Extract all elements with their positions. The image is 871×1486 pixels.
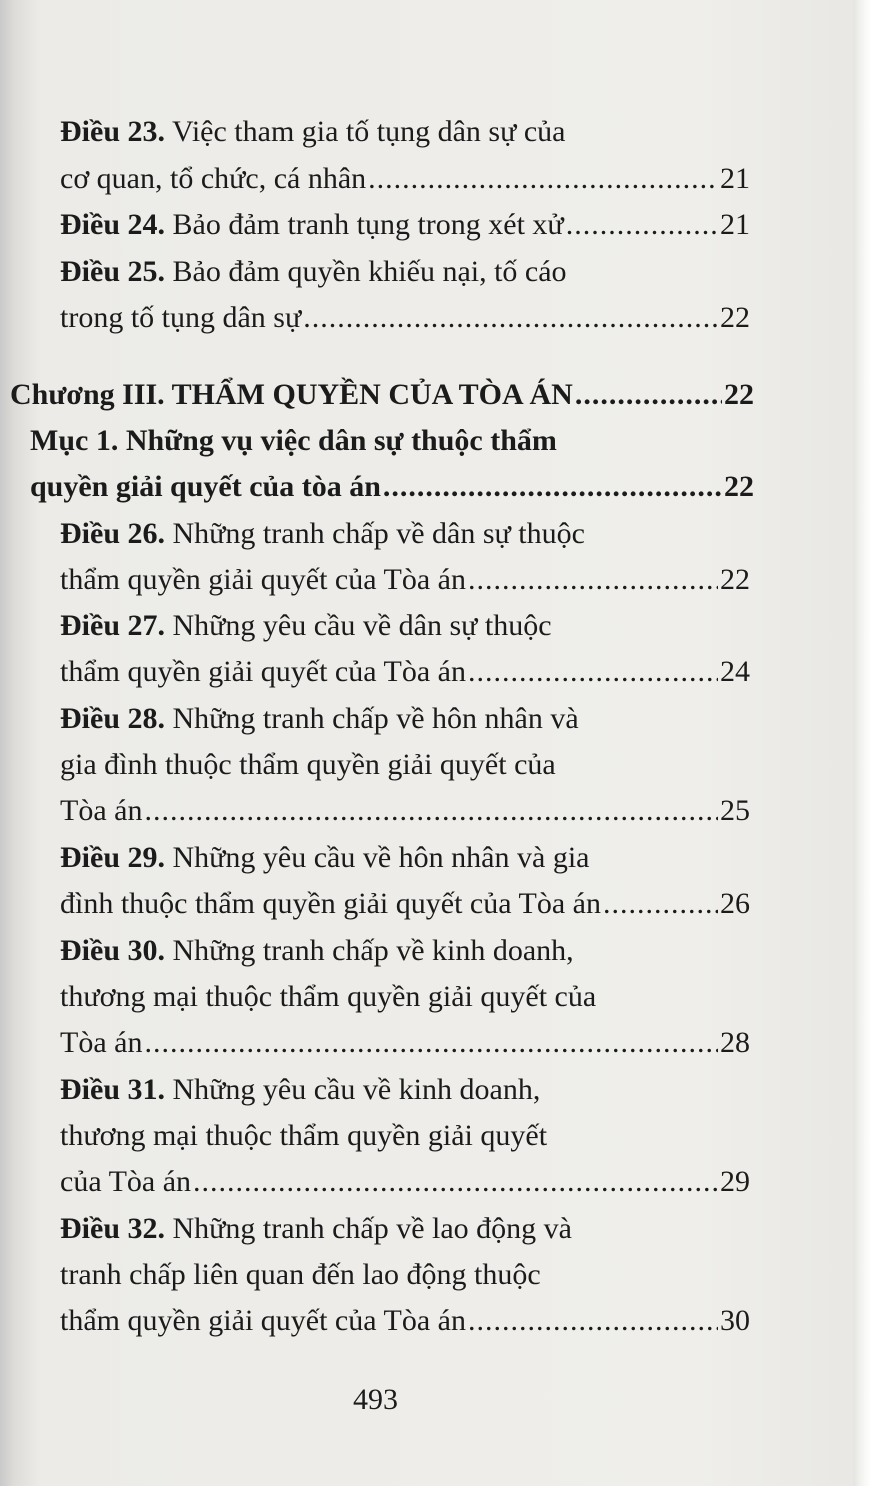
entry-page: 21 [720,162,750,195]
toc-entry-dieu-31-line1 [60,1068,750,1112]
toc-entry-dieu-30-line3 [60,1021,750,1065]
entry-title-cont: cơ quan, tổ chức, cá nhân [60,162,367,195]
entry-title: Những tranh chấp về hôn nhân và [172,702,579,735]
entry-title: Những yêu cầu về hôn nhân và gia [172,841,590,874]
toc-entry-dieu-32-line1 [60,1207,750,1251]
entry-title: Bảo đảm tranh tụng trong xét xử [172,208,564,241]
dot-leader [193,1160,718,1204]
toc-entry-dieu-25-line2 [60,296,750,340]
entry-title: Những tranh chấp về dân sự thuộc [172,517,585,550]
entry-label: Điều 23. [60,115,165,148]
entry-title-cont: đình thuộc thẩm quyền giải quyết của Tòa án [60,887,601,920]
toc-entry-dieu-31-line3 [60,1160,750,1204]
toc-entry-dieu-23-line1 [60,110,750,154]
dot-leader [303,296,718,340]
dot-leader [468,1299,718,1343]
entry-page: 22 [720,301,750,334]
toc-entry-dieu-29-line1 [60,836,750,880]
dot-leader [144,789,718,833]
dot-leader [144,1021,718,1065]
dot-leader [575,373,722,417]
toc-section-1-line2 [30,465,754,509]
entry-title: Những tranh chấp về kinh doanh, [172,934,574,967]
entry-title-cont: của Tòa án [60,1165,192,1198]
dot-leader [566,203,718,247]
entry-label: Điều 31. [60,1073,165,1106]
entry-title-cont: gia đình thuộc thẩm quyền giải quyết của [60,748,556,781]
toc-entry-dieu-24 [60,203,750,247]
entry-label: Điều 26. [60,517,165,550]
toc-entry-dieu-29-line2 [60,882,750,926]
chapter-label: Chương III. [10,378,165,411]
entry-label: Điều 29. [60,841,165,874]
page-number: 493 [353,1383,398,1416]
entry-title: Những yêu cầu về dân sự thuộc [172,609,552,642]
section-label: Mục 1. [30,424,119,457]
dot-leader [468,558,718,602]
entry-label: Điều 24. [60,208,165,241]
entry-label: Điều 25. [60,255,165,288]
entry-title: Những yêu cầu về kinh doanh, [172,1073,541,1106]
entry-title-cont: thẩm quyền giải quyết của Tòa án [60,655,466,688]
toc-entry-dieu-28-line2 [60,743,750,787]
entry-page: 29 [720,1165,750,1198]
entry-label: Điều 32. [60,1212,165,1245]
entry-page: 28 [720,1026,750,1059]
entry-title-cont: thẩm quyền giải quyết của Tòa án [60,563,466,596]
toc-entry-dieu-27-line2 [60,650,750,694]
entry-page: 22 [724,470,754,503]
toc-entry-dieu-28-line1 [60,697,750,741]
section-title-cont: quyền giải quyết của tòa án [30,470,381,503]
entry-title-cont: thương mại thuộc thẩm quyền giải quyết của [60,980,597,1013]
toc-chapter-3 [10,373,754,417]
toc-entry-dieu-30-line1 [60,929,750,973]
dot-leader [368,157,718,201]
entry-page: 22 [724,378,754,411]
entry-title-cont: thẩm quyền giải quyết của Tòa án [60,1304,466,1337]
toc-entry-dieu-32-line2 [60,1253,750,1297]
entry-label: Điều 27. [60,609,165,642]
toc-section-1-line1 [30,419,754,463]
toc-entry-dieu-31-line2 [60,1114,750,1158]
entry-title-cont: thương mại thuộc thẩm quyền giải quyết [60,1119,548,1152]
toc-entry-dieu-28-line3 [60,789,750,833]
entry-title-cont: Tòa án [60,1026,143,1059]
entry-page: 25 [720,794,750,827]
toc-entry-dieu-32-line3 [60,1299,750,1343]
toc-entry-dieu-26-line2 [60,558,750,602]
entry-page: 30 [720,1304,750,1337]
page-edge [853,0,871,1486]
toc-entry-dieu-27-line1 [60,604,750,648]
entry-page: 22 [720,563,750,596]
entry-title-cont: trong tố tụng dân sự [60,301,302,334]
entry-label: Điều 30. [60,934,165,967]
entry-title-cont: tranh chấp liên quan đến lao động thuộc [60,1258,541,1291]
entry-title: Việc tham gia tố tụng dân sự của [171,115,566,148]
entry-page: 26 [720,887,750,920]
dot-leader [603,882,718,926]
entry-label: Điều 28. [60,702,165,735]
chapter-title: THẨM QUYỀN CỦA TÒA ÁN [171,378,573,411]
entry-page: 24 [720,655,750,688]
section-title: Những vụ việc dân sự thuộc thẩm [125,424,557,457]
entry-title: Những tranh chấp về lao động và [172,1212,572,1245]
toc-entry-dieu-30-line2 [60,975,750,1019]
entry-title-cont: Tòa án [60,794,143,827]
entry-page: 21 [720,208,750,241]
toc-entry-dieu-23-line2 [60,157,750,201]
toc-entry-dieu-26-line1 [60,512,750,556]
toc-entry-dieu-25-line1 [60,250,750,294]
dot-leader [383,465,722,509]
dot-leader [468,650,718,694]
entry-title: Bảo đảm quyền khiếu nại, tố cáo [172,255,567,288]
